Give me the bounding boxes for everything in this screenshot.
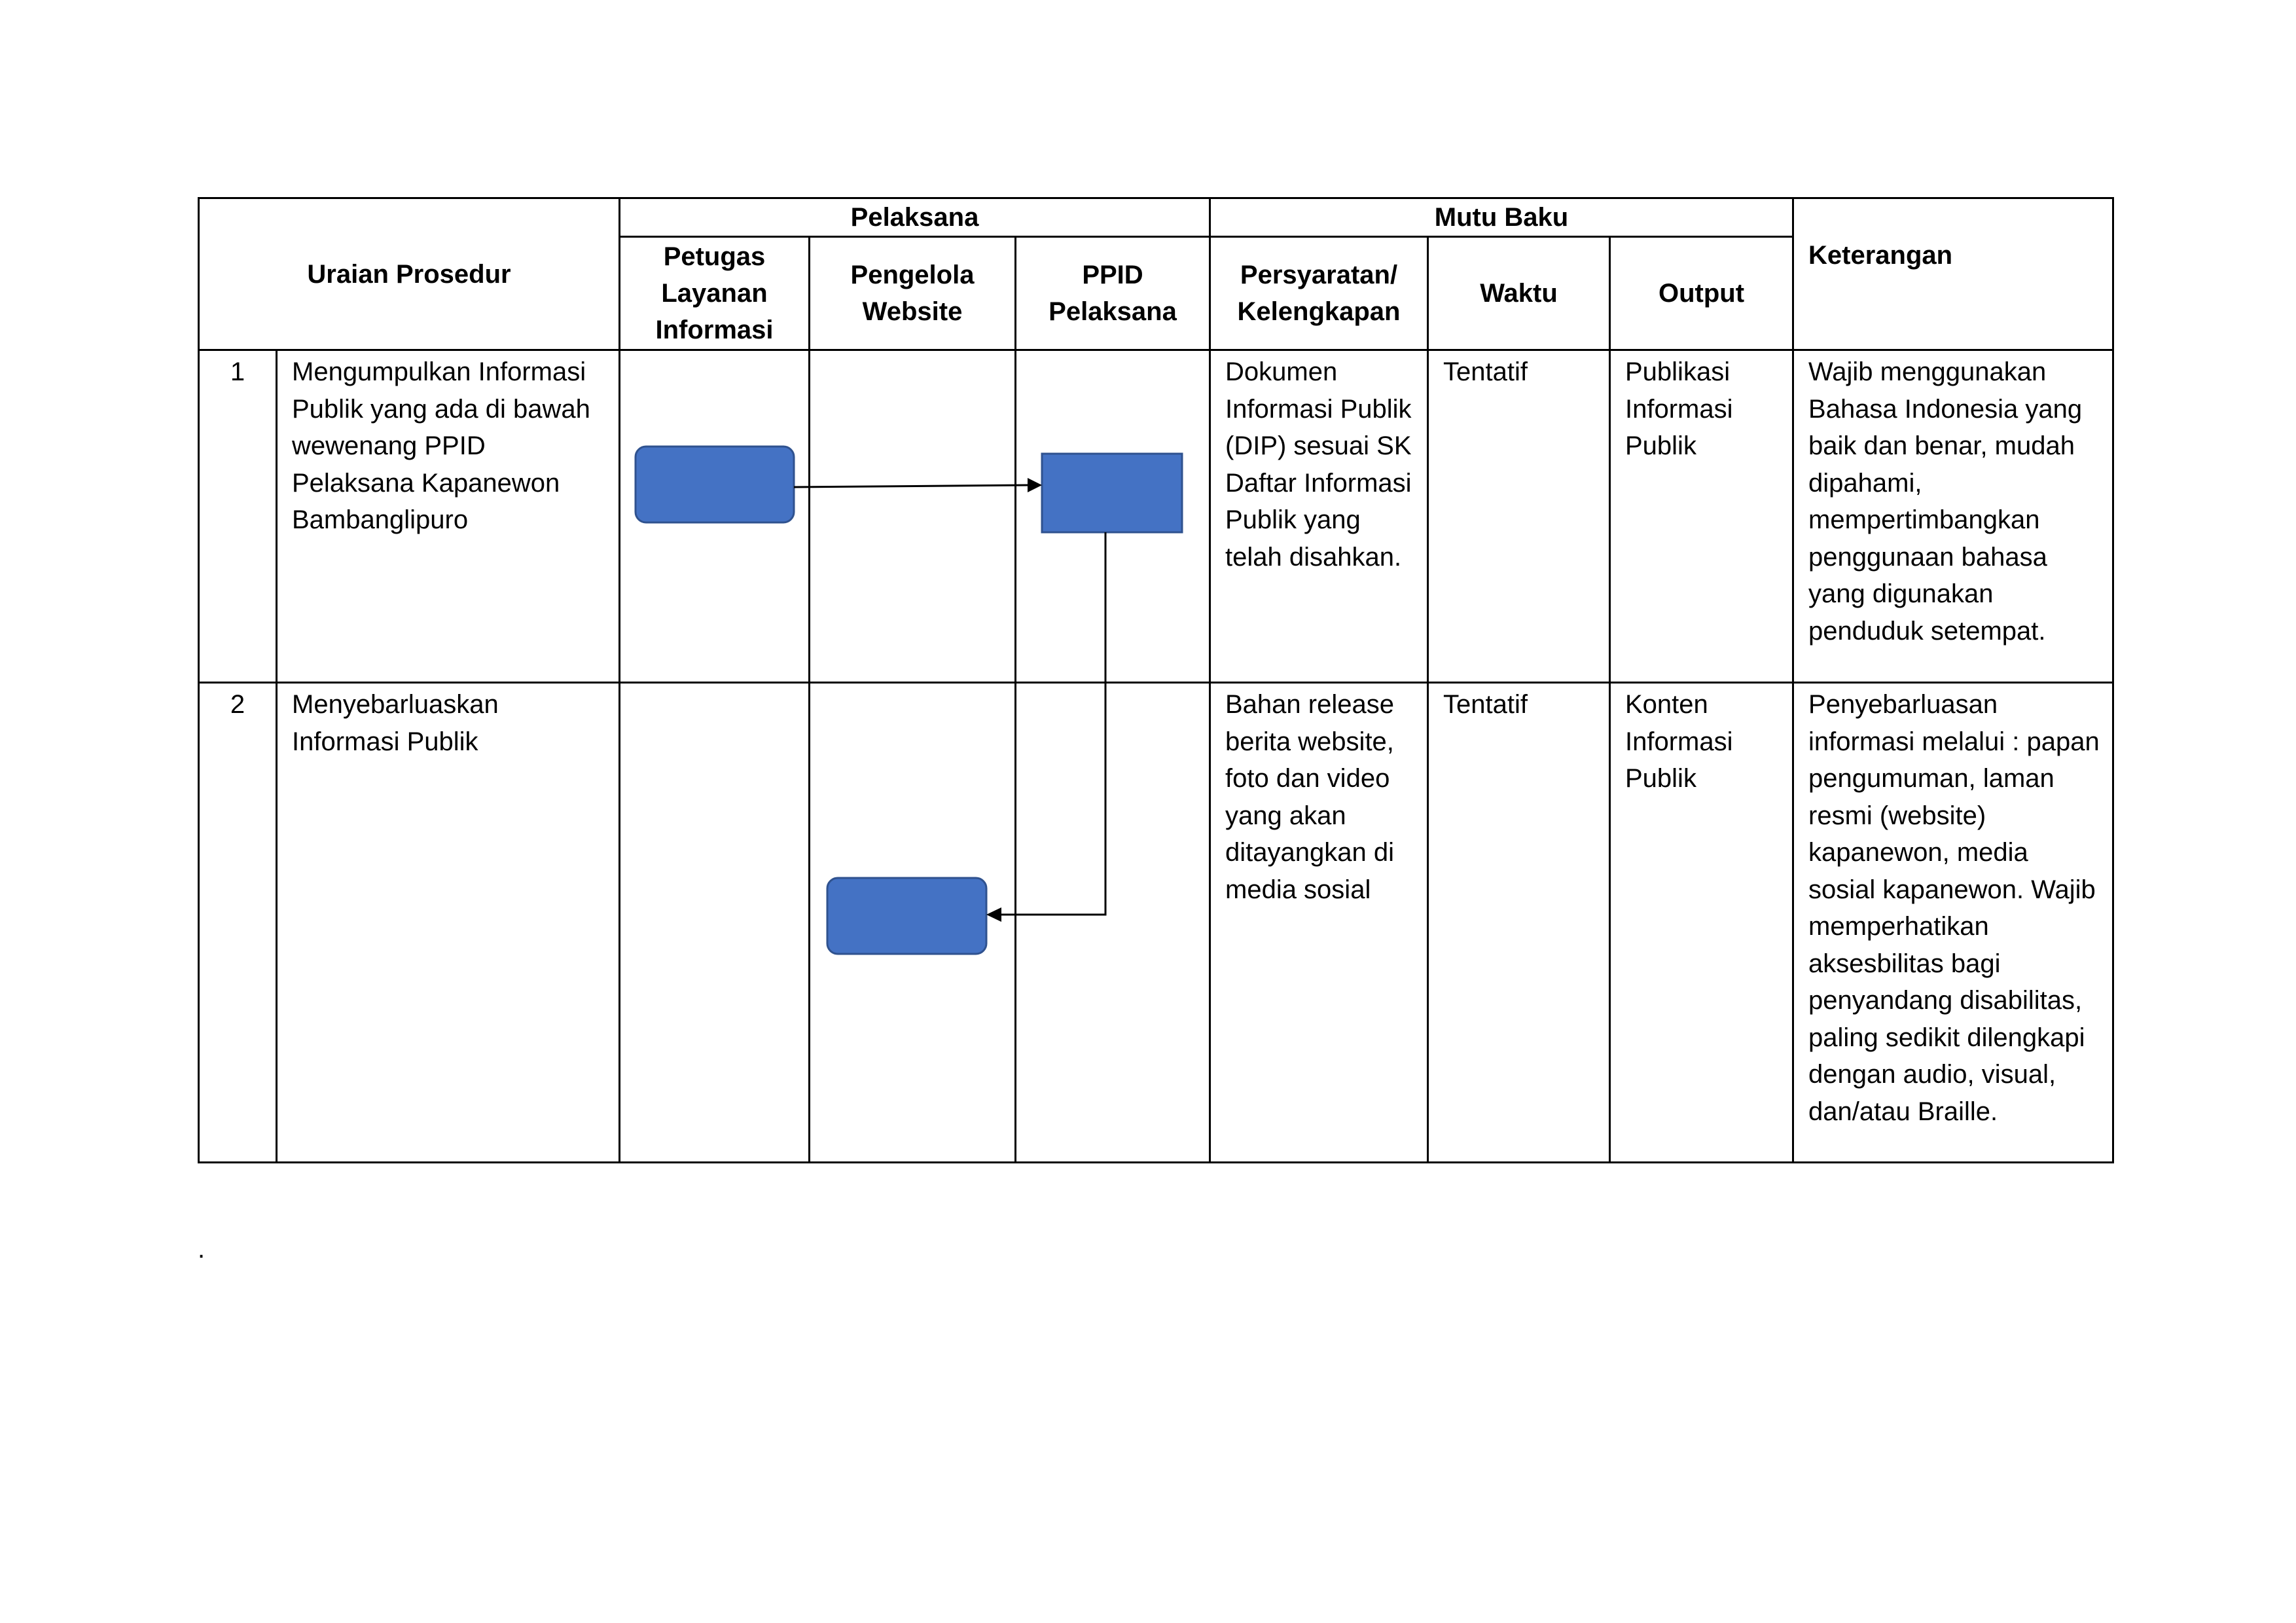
row-waktu: Tentatif (1428, 350, 1610, 683)
lane-pengelola (810, 683, 1016, 1163)
header-output: Output (1610, 237, 1793, 350)
lane-ppid (1016, 683, 1210, 1163)
row-keterangan: Penyebarluasan informasi melalui : papan pengumuman, laman resmi (website) kapanewon, media sosial kapanewon. Wajib memperhatikan aksesbilitas bagi penyandang disabilitas, paling sedikit dilengkapi dengan audio, visual, dan/atau Braille. (1793, 683, 2113, 1163)
lane-ppid (1016, 350, 1210, 683)
table-row (199, 683, 2113, 1163)
row-uraian: Menyebarluaskan Informasi Publik (277, 683, 620, 1163)
header-waktu: Waktu (1428, 237, 1610, 350)
footer-mark: . (198, 1235, 206, 1264)
header-row-1 (199, 198, 2113, 237)
row-output: Konten Informasi Publik (1610, 683, 1793, 1163)
header-keterangan: Keterangan (1793, 198, 2113, 350)
header-ppid-pelaksana: PPID Pelaksana (1016, 237, 1210, 350)
row-waktu: Tentatif (1428, 683, 1610, 1163)
header-mutu-baku: Mutu Baku (1210, 198, 1793, 237)
row-uraian: Mengumpulkan Informasi Publik yang ada di bawah wewenang PPID Pelaksana Kapanewon Bambanglipuro (277, 350, 620, 683)
header-uraian-prosedur: Uraian Prosedur (199, 198, 620, 350)
lane-petugas (620, 350, 810, 683)
lane-petugas (620, 683, 810, 1163)
table-row (199, 350, 2113, 683)
header-pelaksana: Pelaksana (620, 198, 1210, 237)
row-persyaratan: Dokumen Informasi Publik (DIP) sesuai SK Daftar Informasi Publik yang telah disahkan. (1210, 350, 1428, 683)
header-persyaratan-kelengkapan: Persyaratan/ Kelengkapan (1210, 237, 1428, 350)
header-pengelola-website: Pengelola Website (810, 237, 1016, 350)
lane-pengelola (810, 350, 1016, 683)
header-petugas-layanan-informasi: Petugas Layanan Informasi (620, 237, 810, 350)
row-persyaratan: Bahan release berita website, foto dan video yang akan ditayangkan di media sosial (1210, 683, 1428, 1163)
row-number: 2 (199, 683, 277, 1163)
row-output: Publikasi Informasi Publik (1610, 350, 1793, 683)
row-keterangan: Wajib menggunakan Bahasa Indonesia yang baik dan benar, mudah dipahami, mempertimbangkan penggunaan bahasa yang digunakan penduduk setempat. (1793, 350, 2113, 683)
sop-table (198, 197, 2114, 1163)
row-number: 1 (199, 350, 277, 683)
